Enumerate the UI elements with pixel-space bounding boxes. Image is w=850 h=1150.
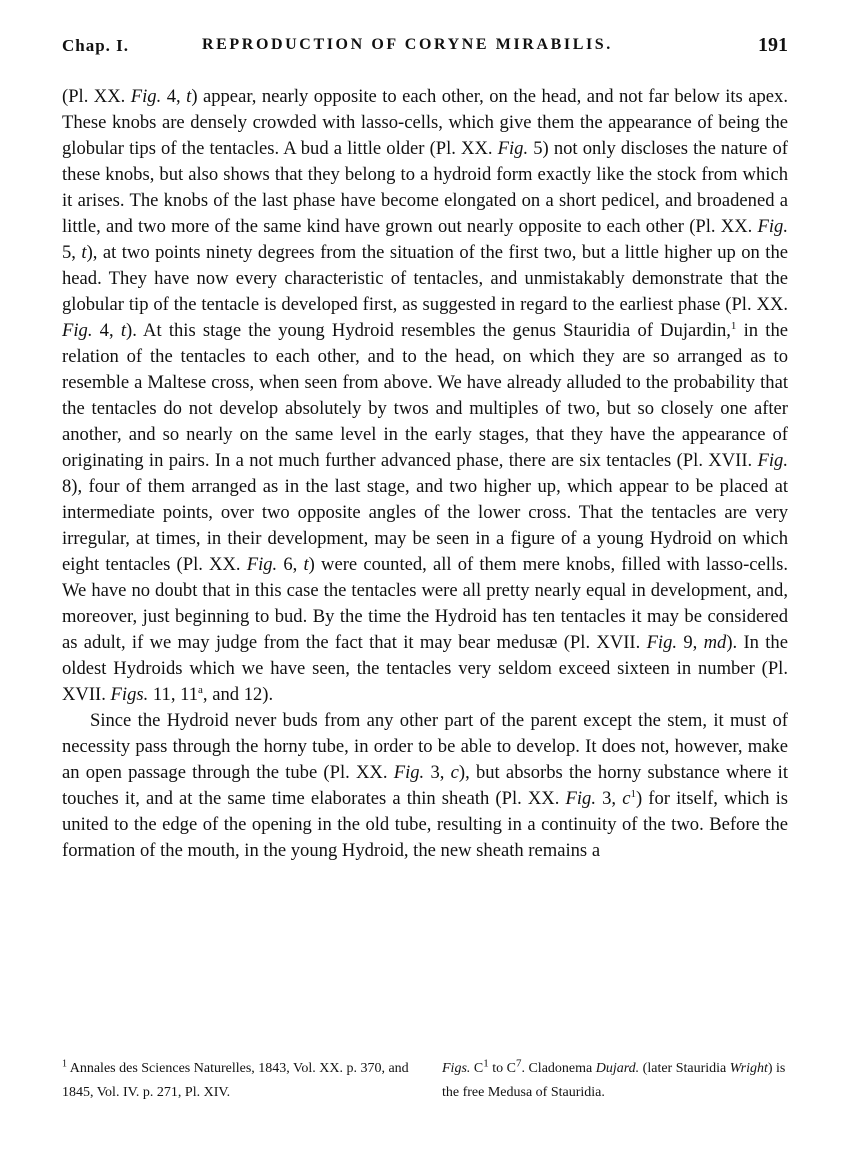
text-run: 9, [677, 632, 704, 653]
italic-text: Fig. [497, 138, 529, 159]
text-run: ). At this stage the young Hydroid resembles the genus Stauridia of Dujardin, [126, 320, 731, 341]
italic-text: Figs. [110, 684, 149, 705]
italic-text: Fig. [130, 86, 162, 107]
text-run: 4, [92, 320, 121, 341]
running-head [62, 32, 788, 66]
footnote-right [442, 1057, 788, 1105]
footnote-mark: 1 [62, 1058, 67, 1070]
text-run: . Cladonema [521, 1061, 596, 1076]
page [62, 32, 788, 864]
text-run: ) appear, nearly opposite to each other, on the head, and not far below its apex. These knobs are densely crowded with lasso-cells, which give them the appearance of being the globular tips of the tentacles. A bud a little older (Pl. XX. [62, 86, 789, 159]
text-run: 8), four of them arranged as in the last stage, and two higher up, which appear to be placed at intermediate points, over two opposite angles of the lower cross. That the tentacles are very irregular, at times, in their development, may be seen in a figure of a young Hydroid on which eight tentacles (Pl. XX. [62, 476, 788, 575]
text-run: , and 12). [202, 684, 274, 705]
text-run: ) for itself, which is united to the edge of the opening in the old tube, resulting in a continuity of the two. Before the formation of the mouth, in the young Hydroid, the new sheath remains a [62, 788, 789, 861]
text-run: 4, [161, 86, 187, 107]
italic-text: Dujard. [595, 1061, 640, 1076]
italic-text: Fig. [62, 320, 93, 341]
italic-text: Fig. [246, 554, 278, 575]
text-run: to C [488, 1061, 516, 1076]
italic-text: Fig. [393, 762, 425, 783]
text-run: ). In the oldest Hydroids which we have seen, the tentacles very seldom exceed sixteen in number (Pl. XVII. [62, 632, 788, 705]
italic-text: t [81, 242, 87, 263]
italic-text: t [186, 86, 192, 107]
running-title: REPRODUCTION OF CORYNE MIRABILIS. [202, 36, 613, 53]
footnote-text: Annales des Sciences Naturelles, 1843, Vol. XX. p. 370, and 1845, Vol. IV. p. 271, Pl. XIV. [62, 1061, 409, 1100]
italic-text: t [303, 554, 309, 575]
footnote-left [62, 1057, 432, 1105]
superscript: 7 [515, 1057, 522, 1070]
text-run: 6, [277, 554, 304, 575]
text-run: 5) not only discloses the nature of these knobs, but also shows that they belong to a hydroid form exactly like the stock from which it arises. The knobs of the last phase have become elongated on a short pedicel, and broadened a little, and two more of the same kind have grown out nearly opposite to each other (Pl. XX. [62, 138, 788, 237]
italic-text: c [450, 762, 459, 783]
text-run: 3, [424, 762, 451, 783]
italic-text: Fig. [757, 216, 788, 237]
italic-text: Fig. [646, 632, 678, 653]
superscript: 1 [483, 1057, 489, 1070]
text-run: ) were counted, all of them mere knobs, filled with lasso-cells. We have no doubt that in this case the tentacles were all pretty nearly equal in development, and, moreover, just beginning to bud. By the time the Hydroid has ten tentacles it may be considered as adult, if we may judge from the fact that it may bear medusæ (Pl. XVII. [62, 554, 788, 653]
superscript: 1 [730, 319, 737, 332]
text-run: (later Stauridia [639, 1061, 730, 1076]
italic-text: Fig. [757, 450, 788, 471]
text-run: 5, [62, 242, 82, 263]
text-run: ) is the free Medusa of Stauridia. [442, 1061, 786, 1100]
text-run: 3, [596, 788, 623, 809]
text-run: ), but absorbs the horny substance where it touches it, and at the same time elaborates a thin sheath (Pl. XX. [62, 762, 788, 809]
text-run: in the relation of the tentacles to each other, and to the head, on which they are so arranged as to resemble a Maltese cross, when seen from above. We have already alluded to the probability that the tentacles do not develop absolutely by twos and multiples of two, but so closely one after another, and so nearly on the same level in the early stages, that they have the appearance of originating in pairs. In a not much further advanced phase, there are six tentacles (Pl. XVII. [62, 320, 788, 471]
text-run: C [470, 1061, 484, 1076]
text-run: 11, 11 [148, 684, 199, 705]
italic-text: Fig. [565, 788, 596, 809]
italic-text: t [120, 320, 127, 341]
italic-text: Wright [729, 1061, 768, 1076]
body-text [62, 84, 788, 864]
paragraph [62, 708, 788, 864]
text-run: ), at two points ninety degrees from the situation of the first two, but a little higher up on the head. They have now every characteristic of tentacles, and unmistakably demonstrate that the globular tip of the tentacle is developed first, as suggested in regard to the earliest phase (Pl. XX. [62, 242, 789, 315]
superscript: 1 [630, 787, 636, 800]
italic-text: c [622, 788, 631, 809]
footnotes [62, 1057, 788, 1105]
superscript: a [198, 683, 203, 696]
page-number: 191 [758, 34, 788, 56]
text-run: Since the Hydroid never buds from any other part of the parent except the stem, it must of necessity pass through the horny tube, in order to be able to develop. It does not, however, make an open passage through the tube (Pl. XX. [62, 710, 788, 783]
italic-text: Figs. [442, 1061, 471, 1076]
text-run: (Pl. XX. [62, 86, 131, 107]
paragraph [62, 84, 788, 708]
italic-text: md [703, 632, 727, 653]
chapter-label: Chap. I. [62, 36, 130, 55]
